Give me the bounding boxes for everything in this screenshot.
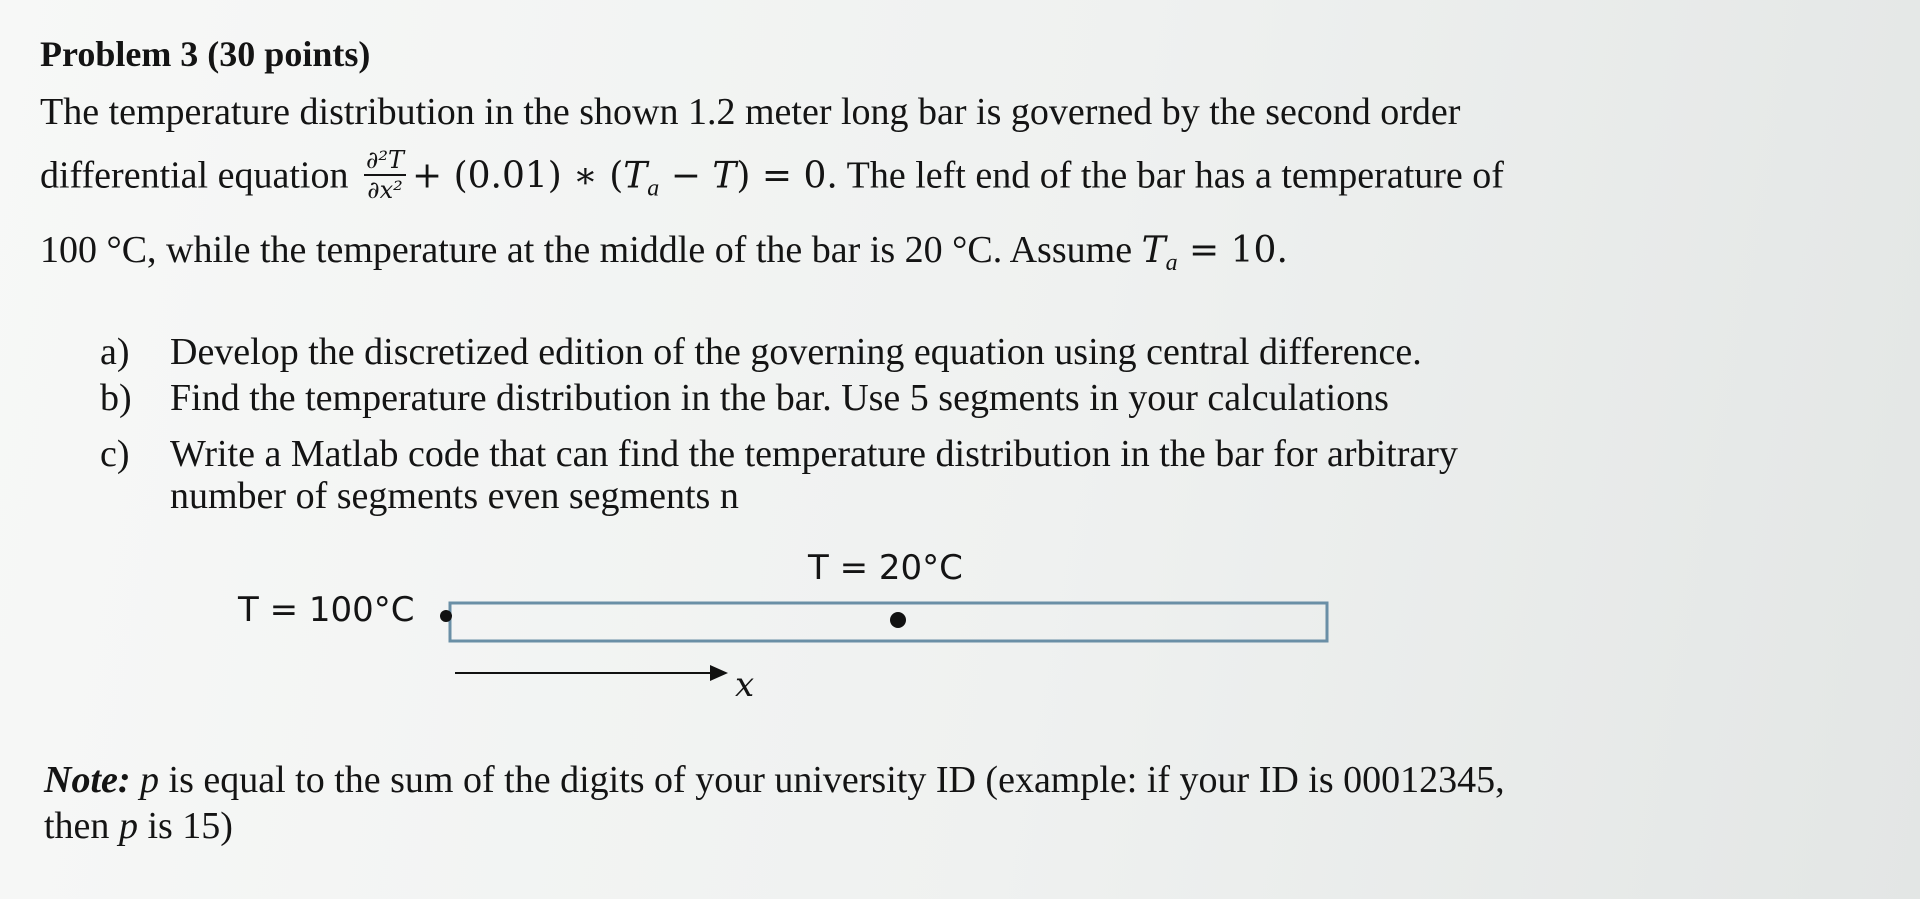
equation-ta-subscript: a: [647, 175, 660, 202]
equation-ta-symbol: T: [623, 155, 648, 197]
problem-statement-line-1: The temperature distribution in the shown 1.2 meter long bar is governed by the second order: [40, 91, 1461, 133]
item-label: a): [100, 331, 130, 373]
note-text-2a: then: [44, 805, 119, 847]
x-axis-arrowhead: [710, 665, 728, 681]
conditions-text: 100 °C, while the temperature at the middle of the bar is 20 °C. Assume: [40, 229, 1142, 271]
item-text: Write a Matlab code that can find the temperature distribution in the bar for arbitrary: [170, 433, 1458, 475]
note-text-2b: is 15): [137, 805, 233, 847]
equation-end: ) = 0.: [736, 155, 838, 197]
equation-term-a: + (0.01) ∗ (: [412, 155, 624, 197]
list-item-continuation: number of segments even segments n: [170, 475, 739, 517]
left-end-node: [440, 610, 452, 622]
equation-minus: −: [659, 155, 713, 197]
equation-t-symbol: T: [712, 155, 737, 197]
item-text: Find the temperature distribution in the bar. Use 5 segments in your calculations: [170, 377, 1389, 419]
note-heading: Note:: [44, 759, 131, 801]
note-p-symbol-2: p: [118, 805, 138, 847]
ambient-temp-symbol: T: [1141, 230, 1166, 271]
problem-title: Problem 3 (30 points): [40, 34, 371, 74]
ambient-temp-subscript: a: [1165, 250, 1178, 276]
note-line-2: [44, 803, 233, 849]
fraction-denominator: ∂x²: [367, 176, 403, 204]
bar-rectangle: [450, 603, 1327, 641]
boundary-condition-text: The left end of the bar has a temperature of: [837, 154, 1504, 197]
item-label: c): [100, 433, 130, 475]
ambient-temp-value: = 10.: [1177, 230, 1288, 271]
left-temperature-label: T = 100°C: [238, 590, 415, 630]
note-p-symbol: p: [130, 759, 160, 801]
middle-temperature-label: T = 20°C: [808, 548, 963, 588]
note-text: is equal to the sum of the digits of your university ID (example: if your ID is 00012345,: [159, 759, 1505, 801]
item-text: Develop the discretized edition of the governing equation using central difference.: [170, 331, 1422, 373]
fraction-numerator: ∂²T: [365, 146, 404, 174]
note-line-1: [44, 757, 1505, 803]
item-label: b): [100, 377, 132, 419]
x-axis-label: x: [735, 665, 755, 705]
middle-node: [890, 612, 906, 628]
equation-intro: differential equation: [40, 154, 349, 197]
